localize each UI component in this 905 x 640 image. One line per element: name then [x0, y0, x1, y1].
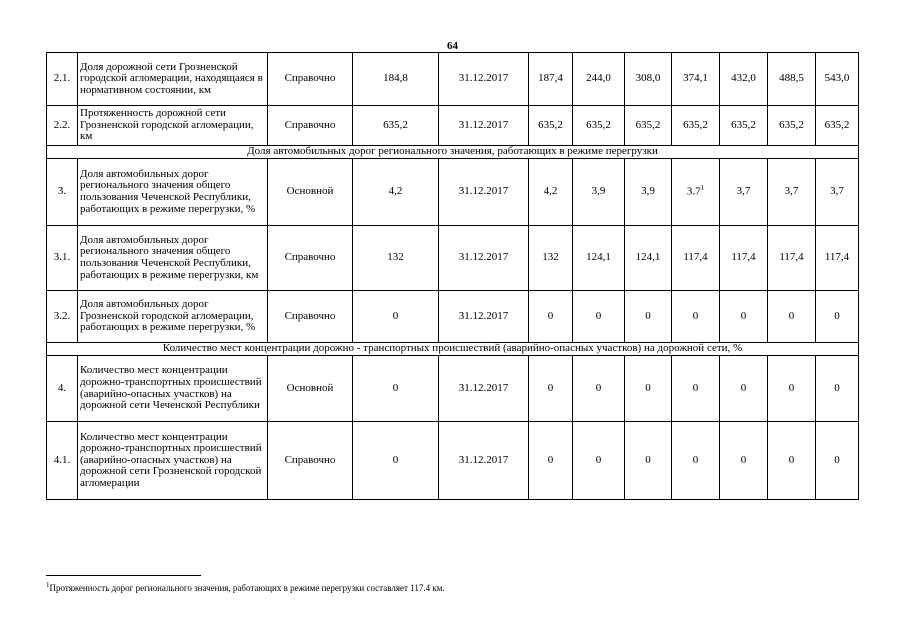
value-cell: 635,2 [720, 106, 768, 146]
indicator-name: Доля автомобильных дорог регионального значения общего пользования Чеченской Республики, работающих в режиме перегрузки, км [78, 226, 268, 291]
row-number: 4.1. [47, 422, 78, 500]
indicators-table [46, 52, 859, 500]
value-cell: 0 [816, 291, 859, 343]
table-row [47, 291, 859, 343]
value-cell: 0 [768, 356, 816, 422]
table-row [47, 226, 859, 291]
section-header-row [47, 146, 859, 159]
value-cell: 0 [529, 291, 573, 343]
page-number: 64 [447, 40, 458, 52]
table-row [47, 356, 859, 422]
base-value: 0 [353, 422, 439, 500]
value-cell: 0 [720, 291, 768, 343]
indicator-name: Количество мест концентрации дорожно-транспортных происшествий (аварийно-опасных участков) на дорожной сети Грозненской городской агломерации [78, 422, 268, 500]
table-row [47, 159, 859, 226]
value-cell: 3,7 [720, 159, 768, 226]
value-cell: 374,1 [672, 53, 720, 106]
value-cell: 635,2 [573, 106, 625, 146]
value-cell: 0 [672, 356, 720, 422]
footnote-text: Протяженность дорог регионального значения, работающих в режиме перегрузки составляет 117.4 км. [49, 583, 445, 593]
base-date: 31.12.2017 [439, 106, 529, 146]
indicator-type: Основной [268, 159, 353, 226]
footnote-mark: 1 [46, 581, 50, 589]
table-row [47, 106, 859, 146]
base-date: 31.12.2017 [439, 291, 529, 343]
indicator-name: Доля автомобильных дорог регионального значения общего пользования Чеченской Республики, работающих в режиме перегрузки, % [78, 159, 268, 226]
value-cell: 3,9 [625, 159, 672, 226]
indicator-type: Справочно [268, 291, 353, 343]
value-cell: 132 [529, 226, 573, 291]
section-header-row [47, 343, 859, 356]
indicator-name: Количество мест концентрации дорожно-транспортных происшествий (аварийно-опасных участков) на дорожной сети Чеченской Республики [78, 356, 268, 422]
value-cell: 124,1 [573, 226, 625, 291]
footnote-reference: 1 [700, 184, 705, 193]
table-row [47, 422, 859, 500]
table-row [47, 53, 859, 106]
value-cell: 0 [816, 356, 859, 422]
value-cell: 0 [720, 356, 768, 422]
value-cell: 4,2 [529, 159, 573, 226]
base-date: 31.12.2017 [439, 53, 529, 106]
value-cell: 0 [529, 422, 573, 500]
base-value: 4,2 [353, 159, 439, 226]
value-cell: 0 [573, 422, 625, 500]
value-cell: 635,2 [529, 106, 573, 146]
row-number: 4. [47, 356, 78, 422]
indicator-type: Справочно [268, 422, 353, 500]
value-cell: 635,2 [672, 106, 720, 146]
base-value: 0 [353, 356, 439, 422]
value-cell: 0 [573, 356, 625, 422]
footnote-separator [46, 575, 201, 576]
value-cell: 117,4 [816, 226, 859, 291]
value-cell: 432,0 [720, 53, 768, 106]
indicator-type: Основной [268, 356, 353, 422]
value-cell: 0 [816, 422, 859, 500]
value-cell: 117,4 [768, 226, 816, 291]
base-value: 635,2 [353, 106, 439, 146]
value-cell: 635,2 [768, 106, 816, 146]
base-value: 132 [353, 226, 439, 291]
value-cell: 3,9 [573, 159, 625, 226]
value-cell: 0 [625, 291, 672, 343]
value-cell: 3,7 [768, 159, 816, 226]
base-value: 0 [353, 291, 439, 343]
value-cell: 0 [625, 422, 672, 500]
value-cell: 0 [768, 291, 816, 343]
value-cell: 117,4 [672, 226, 720, 291]
base-date: 31.12.2017 [439, 356, 529, 422]
indicator-name: Протяженность дорожной сети Грозненской городской агломерации, км [78, 106, 268, 146]
value-cell: 0 [529, 356, 573, 422]
row-number: 2.1. [47, 53, 78, 106]
value-cell: 117,4 [720, 226, 768, 291]
value-cell: 0 [768, 422, 816, 500]
indicator-name: Доля дорожной сети Грозненской городской агломерации, находящаяся в нормативном состоянии, км [78, 53, 268, 106]
value-cell: 543,0 [816, 53, 859, 106]
value-cell: 124,1 [625, 226, 672, 291]
value-cell: 187,4 [529, 53, 573, 106]
indicator-type: Справочно [268, 226, 353, 291]
row-number: 3.1. [47, 226, 78, 291]
value-text: 3.7 [686, 186, 701, 199]
base-date: 31.12.2017 [439, 422, 529, 500]
indicator-type: Справочно [268, 106, 353, 146]
section-title: Доля автомобильных дорог регионального значения, работающих в режиме перегрузки [47, 146, 859, 159]
value-cell: 3,7 [816, 159, 859, 226]
section-title: Количество мест концентрации дорожно - транспортных происшествий (аварийно-опасных участков) на дорожной сети, % [47, 343, 859, 356]
value-cell: 0 [672, 422, 720, 500]
value-cell: 635,2 [816, 106, 859, 146]
value-cell: 244,0 [573, 53, 625, 106]
value-cell: 0 [573, 291, 625, 343]
value-cell: 488,5 [768, 53, 816, 106]
row-number: 3.2. [47, 291, 78, 343]
value-cell: 308,0 [625, 53, 672, 106]
value-cell: 0 [625, 356, 672, 422]
row-number: 3. [47, 159, 78, 226]
value-cell: 0 [672, 291, 720, 343]
base-value: 184,8 [353, 53, 439, 106]
indicator-name: Доля автомобильных дорог Грозненской городской агломерации, работающих в режиме перегрузки, % [78, 291, 268, 343]
row-number: 2.2. [47, 106, 78, 146]
footnote [46, 581, 445, 593]
base-date: 31.12.2017 [439, 226, 529, 291]
value-cell-with-footnote [672, 159, 720, 226]
value-cell: 0 [720, 422, 768, 500]
value-cell: 635,2 [625, 106, 672, 146]
base-date: 31.12.2017 [439, 159, 529, 226]
indicator-type: Справочно [268, 53, 353, 106]
